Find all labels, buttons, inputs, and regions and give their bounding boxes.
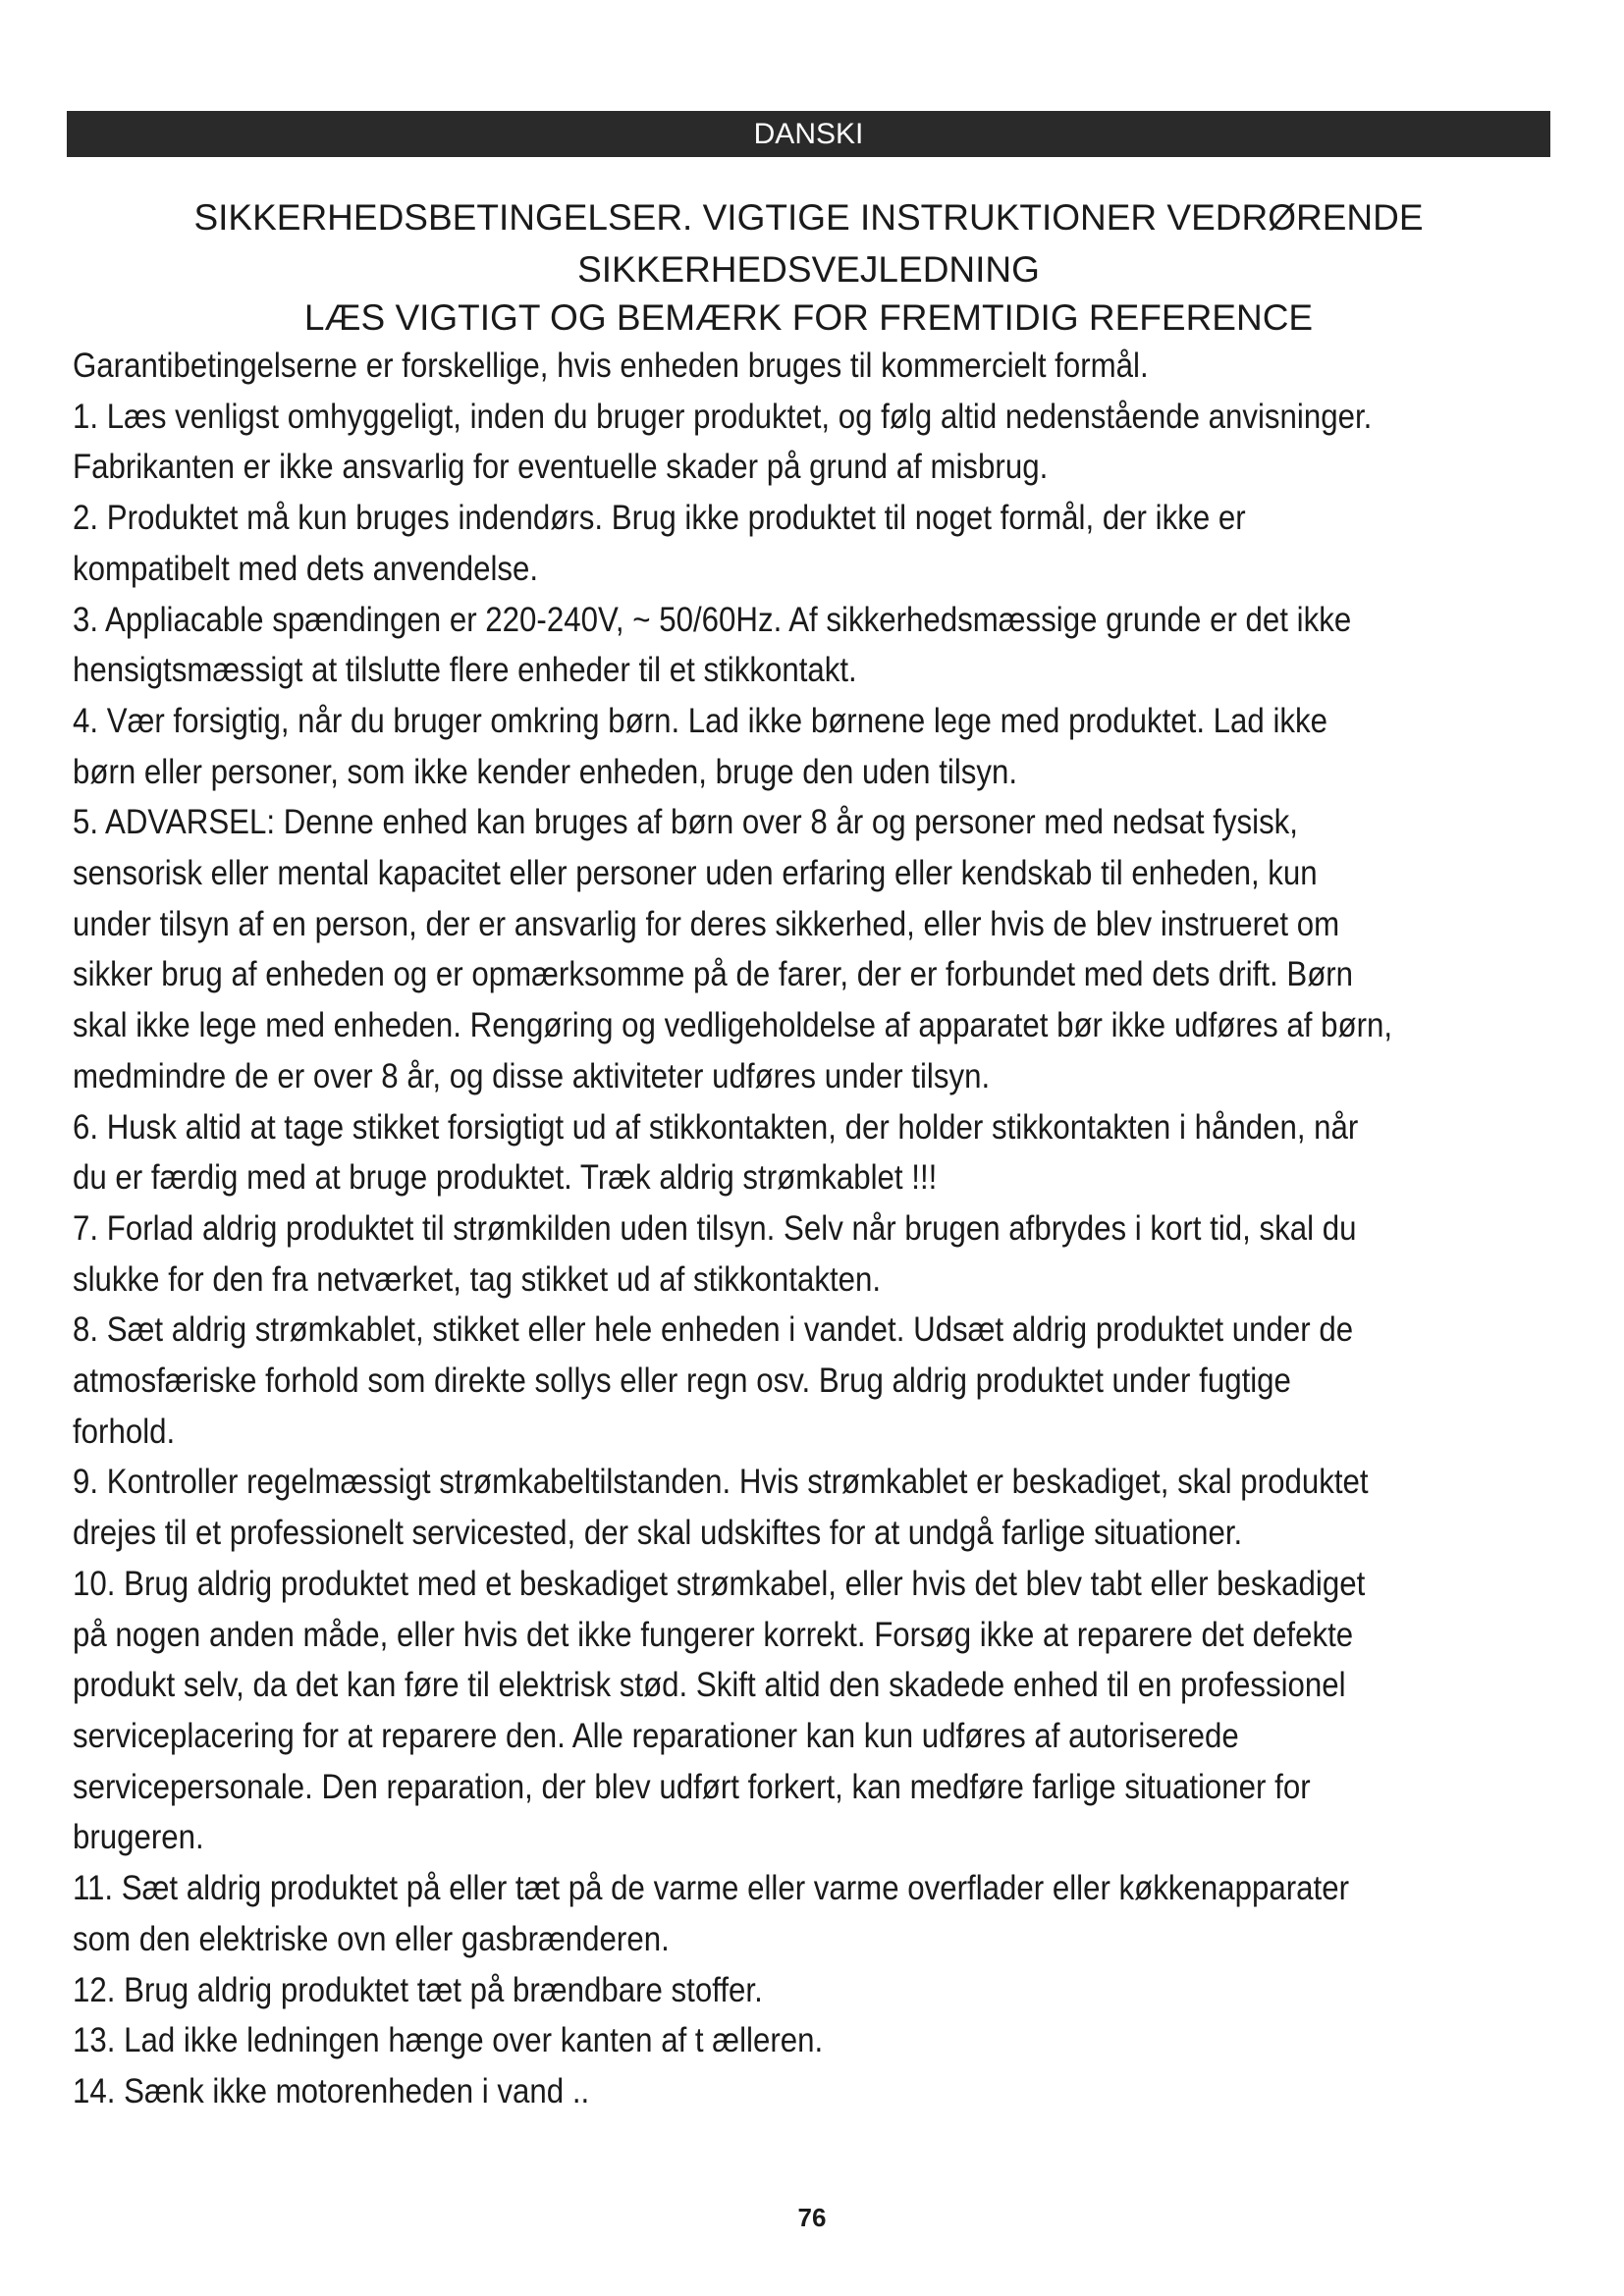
safety-title-line-2: SIKKERHEDSVEJLEDNING <box>577 249 1040 290</box>
instruction-item-11: 11. Sæt aldrig produktet på eller tæt på de varme eller varme overflader eller køkkenapparater som den elektriske ovn eller gasbrænderen. <box>73 1868 1349 1958</box>
instruction-item-5: 5. ADVARSEL: Denne enhed kan bruges af børn over 8 år og personer med nedsat fysisk, sensorisk eller mental kapacitet eller personer uden erfaring eller kendskab til enheden, kun under tilsyn af en person, der er ansvarlig for deres sikkerhed, eller hvis de blev instrueret om sikker brug af enheden og er opmærksomme på de farer, der er forbundet med dets drift. Børn skal ikke lege med enheden. Rengøring og vedligeholdelse af apparatet bør ikke udføres af børn, medmindre de er over 8 år, og disse aktiviteter udføres under tilsyn. <box>73 802 1393 1095</box>
instruction-item-9: 9. Kontroller regelmæssigt strømkabeltilstanden. Hvis strømkablet er beskadiget, skal produktet drejes til et professionelt servicested, der skal udskiftes for at undgå farlige situationer. <box>73 1462 1369 1553</box>
instruction-item-14: 14. Sænk ikke motorenheden i vand .. <box>73 2070 590 2110</box>
language-header-bar: DANSKI <box>67 111 1550 157</box>
instruction-item-12: 12. Brug aldrig produktet tæt på brændbare stoffer. <box>73 1969 763 2009</box>
instruction-item-6: 6. Husk altid at tage stikket forsigtigt ud af stikkontakten, der holder stikkontakten i hånden, når du er færdig med at bruge produktet. Træk aldrig strømkablet !!! <box>73 1106 1359 1198</box>
warranty-intro: Garantibetingelserne er forskellige, hvis enheden bruges til kommercielt formål. <box>73 346 1149 385</box>
instruction-item-1: 1. Læs venligst omhyggeligt, inden du bruger produktet, og følg altid nedenstående anvisninger. Fabrikanten er ikke ansvarlig for eventuelle skader på grund af misbrug. <box>73 396 1373 487</box>
instruction-item-13: 13. Lad ikke ledningen hænge over kanten af t ælleren. <box>73 2020 824 2060</box>
instruction-item-8: 8. Sæt aldrig strømkablet, stikket eller hele enheden i vandet. Udsæt aldrig produktet under de atmosfæriske forhold som direkte sollys eller regn osv. Brug aldrig produktet under fugtige forhold. <box>73 1309 1354 1451</box>
safety-title-line-3: LÆS VIGTIGT OG BEMÆRK FOR FREMTIDIG REFERENCE <box>303 297 1314 338</box>
safety-title-line-1: SIKKERHEDSBETINGELSER. VIGTIGE INSTRUKTIONER VEDRØRENDE <box>193 197 1424 238</box>
instructions-body <box>73 341 1394 2117</box>
instruction-item-3: 3. Appliacable spændingen er 220-240V, ~ 50/60Hz. Af sikkerhedsmæssige grunde er det ikke hensigtsmæssigt at tilslutte flere enheder til et stikkontakt. <box>73 599 1352 690</box>
instruction-item-2: 2. Produktet må kun bruges indendørs. Brug ikke produktet til noget formål, der ikke er kompatibelt med dets anvendelse. <box>73 498 1246 588</box>
instruction-item-10: 10. Brug aldrig produktet med et beskadiget strømkabel, eller hvis det blev tabt eller beskadiget på nogen anden måde, eller hvis det ikke fungerer korrekt. Forsøg ikke at reparere det defekte produkt selv, da det kan føre til elektrisk stød. Skift altid den skadede enhed til en professionel serviceplacering for at reparere den. Alle reparationer kan kun udføres af autoriserede servicepersonale. Den reparation, der blev udført forkert, kan medføre farlige situationer for brugeren. <box>73 1563 1366 1857</box>
instruction-item-7: 7. Forlad aldrig produktet til strømkilden uden tilsyn. Selv når brugen afbrydes i kort tid, skal du slukke for den fra netværket, tag stikket ud af stikkontakten. <box>73 1207 1357 1299</box>
instruction-item-4: 4. Vær forsigtig, når du bruger omkring børn. Lad ikke børnene lege med produktet. Lad ikke børn eller personer, som ikke kender enheden, bruge den uden tilsyn. <box>73 700 1328 791</box>
page-number: 76 <box>797 2203 827 2232</box>
